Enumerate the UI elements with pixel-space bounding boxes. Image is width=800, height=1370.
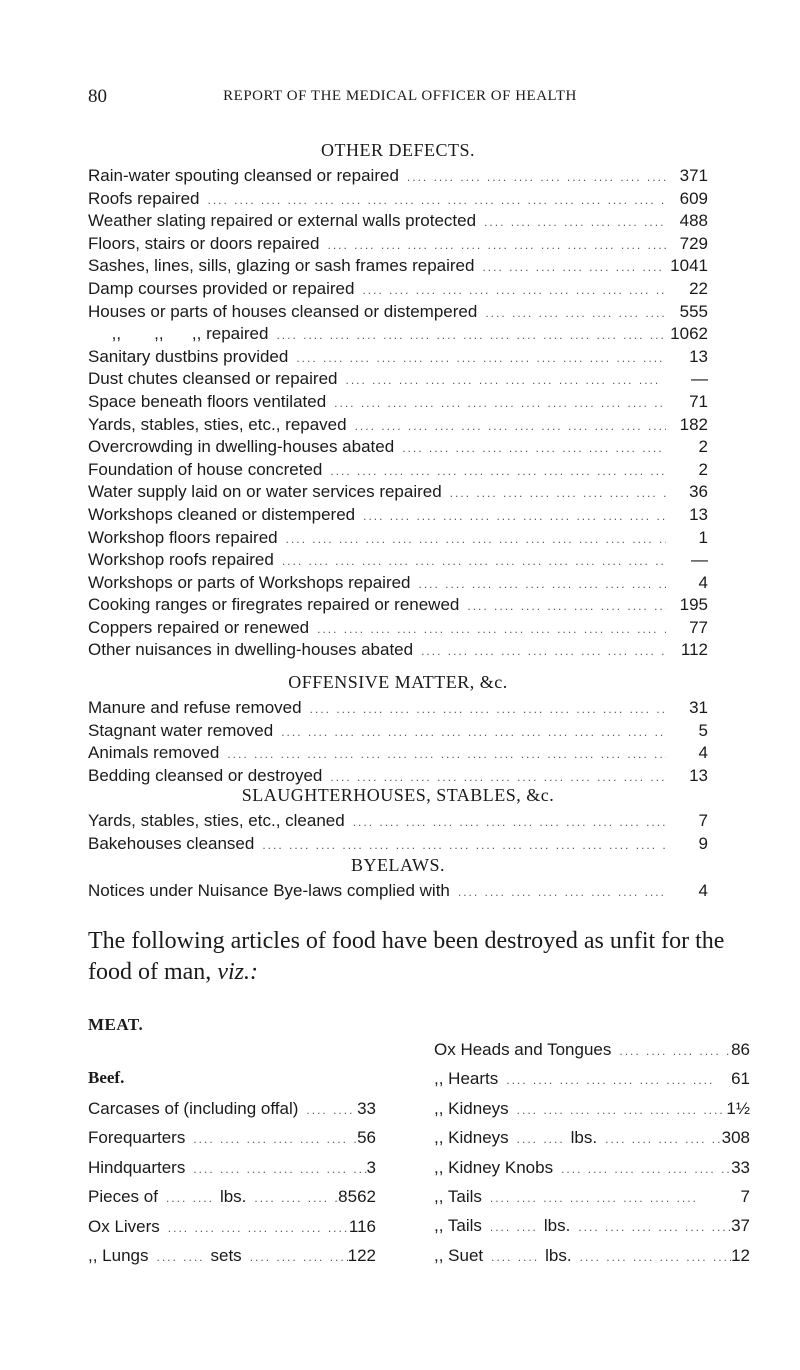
row-value: 4 xyxy=(698,743,708,763)
item-value: 1½ xyxy=(726,1098,750,1118)
dot-leader xyxy=(309,622,666,636)
table-row xyxy=(88,392,708,415)
row-label: Notices under Nuisance Bye-laws complied with xyxy=(88,881,450,900)
item-value: 3 xyxy=(366,1157,376,1177)
list-item xyxy=(434,1246,750,1275)
dot-leader xyxy=(254,838,666,852)
dot-leader xyxy=(185,1132,357,1146)
row-label: Bedding cleansed or destroyed xyxy=(88,765,323,785)
dot-leader xyxy=(347,419,666,433)
item-value: 33 xyxy=(357,1099,376,1118)
list-item xyxy=(88,1128,376,1157)
row-value: 13 xyxy=(689,504,708,524)
row-value: 77 xyxy=(689,617,708,637)
dot-leader xyxy=(354,283,666,297)
table-row xyxy=(88,324,708,347)
row-label: Coppers repaired or renewed xyxy=(88,617,310,637)
row-label: Weather slating repaired or external walls protected xyxy=(88,211,477,231)
dot-leader xyxy=(185,1162,366,1176)
table-row xyxy=(88,437,708,460)
item-value: 12 xyxy=(731,1245,750,1265)
item-value: 308 xyxy=(721,1128,750,1148)
table-row xyxy=(88,302,708,325)
row-label: Roofs repaired xyxy=(88,188,200,208)
row-label: Cooking ranges or firegrates repaired or renewed xyxy=(88,595,460,615)
list-item xyxy=(88,1158,376,1187)
dot-leader xyxy=(219,747,666,761)
item-label: Hindquarters xyxy=(88,1157,186,1177)
table-row xyxy=(88,505,708,528)
section-title: OTHER DEFECTS. xyxy=(320,140,475,160)
section-title: BYELAWS. xyxy=(350,855,446,875)
list-item xyxy=(434,1128,750,1157)
dot-leader xyxy=(273,725,666,739)
dot-leader xyxy=(482,1220,536,1234)
list-item xyxy=(88,1217,376,1246)
table-row xyxy=(88,482,708,505)
item-label: ,, Hearts xyxy=(434,1069,499,1089)
dot-leader xyxy=(246,1191,338,1205)
table-row xyxy=(88,279,708,302)
dot-leader xyxy=(274,554,666,568)
item-value: 37 xyxy=(731,1216,750,1236)
dot-leader xyxy=(160,1221,349,1235)
dot-leader xyxy=(570,1220,731,1234)
other-defects-section xyxy=(88,140,708,663)
item-label: ,, Kidneys xyxy=(434,1098,509,1118)
beef-items-list xyxy=(88,1099,376,1275)
list-item xyxy=(434,1069,750,1098)
dot-leader xyxy=(572,1250,731,1264)
row-label: Water supply laid on or water services repaired xyxy=(88,482,442,502)
food-intro-text: The following articles of food have been destroyed as unfit for the food of man, xyxy=(88,928,725,985)
row-value: 555 xyxy=(679,301,708,321)
dot-leader xyxy=(158,1191,212,1205)
row-value: 488 xyxy=(679,211,708,231)
row-label: Overcrowding in dwelling-houses abated xyxy=(88,437,395,457)
row-value: 2 xyxy=(698,437,708,457)
row-label: Workshops or parts of Workshops repaired xyxy=(88,572,411,592)
table-row xyxy=(88,234,708,257)
list-item xyxy=(88,1099,376,1128)
row-label: Floors, stairs or doors repaired xyxy=(88,233,320,253)
item-value: 8562 xyxy=(338,1187,376,1207)
dot-leader xyxy=(326,396,666,410)
dot-leader xyxy=(302,702,666,716)
item-label: ,, Tails xyxy=(434,1216,482,1236)
row-label: Space beneath floors ventilated xyxy=(88,391,327,411)
row-value: 2 xyxy=(698,459,708,479)
item-label: Ox Heads and Tongues xyxy=(434,1040,612,1059)
row-label: Workshop roofs repaired xyxy=(88,550,274,570)
item-label: ,, Kidney Knobs xyxy=(434,1157,554,1177)
dot-leader xyxy=(345,815,666,829)
item-label: Ox Livers xyxy=(88,1216,160,1236)
row-value: 729 xyxy=(679,233,708,253)
table-row xyxy=(88,369,708,392)
dot-leader xyxy=(483,1250,537,1264)
dot-leader xyxy=(477,306,666,320)
item-label: ,, Tails xyxy=(434,1186,482,1206)
item-value: 7 xyxy=(740,1186,750,1206)
row-label: Yards, stables, sties, etc., cleaned xyxy=(88,811,345,830)
row-label: Other nuisances in dwelling-houses abated xyxy=(88,640,414,660)
item-label: Forequarters xyxy=(88,1128,186,1148)
table-row xyxy=(88,189,708,212)
list-item xyxy=(88,1246,376,1275)
row-label: Workshops cleaned or distempered xyxy=(88,504,356,524)
item-unit: lbs. xyxy=(543,1216,571,1236)
item-label: ,, Lungs xyxy=(88,1245,149,1265)
table-row xyxy=(88,256,708,279)
page-number: 80 xyxy=(88,86,107,107)
dot-leader xyxy=(450,885,666,899)
row-label: Workshop floors repaired xyxy=(88,527,278,547)
table-row xyxy=(88,881,708,904)
table-row xyxy=(88,415,708,438)
table-row xyxy=(88,618,708,641)
row-label: Stagnant water removed xyxy=(88,720,274,740)
row-value: — xyxy=(691,550,708,570)
row-label: Foundation of house concreted xyxy=(88,459,323,479)
row-value: 1041 xyxy=(670,256,708,276)
dot-leader xyxy=(149,1250,203,1264)
list-item xyxy=(434,1187,750,1216)
dot-leader xyxy=(268,328,666,342)
food-intro-viz: viz.: xyxy=(217,959,258,985)
row-value: 36 xyxy=(689,482,708,502)
row-value: 195 xyxy=(679,595,708,615)
row-label: Houses or parts of houses cleansed or distempered xyxy=(88,301,478,321)
row-label: Sashes, lines, sills, glazing or sash frames repaired xyxy=(88,256,475,276)
row-value: 182 xyxy=(679,414,708,434)
dot-leader xyxy=(597,1132,722,1146)
row-value: 4 xyxy=(698,881,708,900)
row-label: Bakehouses cleansed xyxy=(88,833,255,853)
dot-leader xyxy=(474,260,666,274)
dot-leader xyxy=(278,532,666,546)
item-label: ,, Suet xyxy=(434,1245,484,1265)
food-intro xyxy=(88,926,748,988)
item-label: Carcases of (including offal) xyxy=(88,1099,299,1118)
byelaws-section xyxy=(88,855,708,904)
dot-leader xyxy=(411,577,666,591)
dot-leader xyxy=(553,1162,731,1176)
row-value: 1 xyxy=(698,527,708,547)
list-item xyxy=(434,1216,750,1245)
ox-items-list xyxy=(434,1040,750,1275)
meat-heading: MEAT. xyxy=(88,1015,144,1034)
section-title: SLAUGHTERHOUSES, STABLES, &c. xyxy=(241,785,555,805)
dot-leader xyxy=(442,486,666,500)
row-value: 1062 xyxy=(670,324,708,344)
item-value: 86 xyxy=(731,1040,750,1059)
table-row xyxy=(88,347,708,370)
dot-leader xyxy=(200,193,666,207)
row-label: Manure and refuse removed xyxy=(88,698,302,717)
row-value: 13 xyxy=(689,765,708,785)
dot-leader xyxy=(476,215,666,229)
dot-leader xyxy=(413,644,666,658)
offensive-matter-section xyxy=(88,672,708,788)
dot-leader xyxy=(322,464,666,478)
slaughterhouses-list xyxy=(88,811,708,856)
table-row xyxy=(88,550,708,573)
dot-leader xyxy=(322,770,666,784)
row-value: 609 xyxy=(679,188,708,208)
dot-leader xyxy=(242,1250,348,1264)
table-row xyxy=(88,721,708,744)
row-label: Rain-water spouting cleansed or repaired xyxy=(88,166,399,185)
item-unit: sets xyxy=(210,1245,242,1265)
row-label: Sanitary dustbins provided xyxy=(88,346,289,366)
table-row xyxy=(88,640,708,663)
section-title: OFFENSIVE MATTER, &c. xyxy=(288,672,508,692)
row-value: 112 xyxy=(680,640,708,660)
row-value: — xyxy=(691,369,708,389)
dot-leader xyxy=(509,1103,727,1117)
table-row xyxy=(88,743,708,766)
table-row xyxy=(88,460,708,483)
table-row xyxy=(88,166,708,189)
list-item xyxy=(434,1099,750,1128)
dot-leader xyxy=(399,170,666,184)
item-value: 56 xyxy=(357,1128,376,1148)
row-value: 5 xyxy=(698,720,708,740)
beef-heading: Beef. xyxy=(88,1068,125,1087)
table-row xyxy=(88,834,708,857)
running-title: REPORT OF THE MEDICAL OFFICER OF HEALTH xyxy=(223,88,577,104)
row-label: Animals removed xyxy=(88,743,220,763)
item-unit: lbs. xyxy=(570,1128,598,1148)
item-label: ,, Kidneys xyxy=(434,1128,509,1148)
row-label: Yards, stables, sties, etc., repaved xyxy=(88,414,347,434)
dot-leader xyxy=(288,351,666,365)
item-value: 116 xyxy=(348,1216,376,1236)
offensive-matter-list xyxy=(88,698,708,788)
list-item xyxy=(434,1040,750,1069)
row-label: Dust chutes cleansed or repaired xyxy=(88,369,338,389)
item-unit: lbs. xyxy=(545,1245,572,1265)
item-label: Pieces of xyxy=(88,1187,158,1207)
table-row xyxy=(88,811,708,834)
dot-leader xyxy=(298,1103,357,1117)
dot-leader xyxy=(498,1073,731,1087)
byelaws-list xyxy=(88,881,708,904)
row-value: 13 xyxy=(689,346,708,366)
row-value: 22 xyxy=(689,278,708,298)
row-value: 4 xyxy=(698,572,708,592)
page-header xyxy=(88,86,712,110)
list-item xyxy=(434,1158,750,1187)
row-label: Damp courses provided or repaired xyxy=(88,278,355,298)
dot-leader xyxy=(319,238,666,252)
slaughterhouses-section xyxy=(88,785,708,856)
table-row xyxy=(88,573,708,596)
other-defects-list xyxy=(88,166,708,663)
item-unit: lbs. xyxy=(219,1187,247,1207)
item-value: 61 xyxy=(731,1069,750,1089)
table-row xyxy=(88,211,708,234)
dot-leader xyxy=(459,599,666,613)
row-value: 31 xyxy=(689,698,708,717)
dot-leader xyxy=(482,1191,741,1205)
dot-leader xyxy=(509,1132,563,1146)
table-row xyxy=(88,528,708,551)
row-value: 371 xyxy=(679,166,708,185)
table-row xyxy=(88,595,708,618)
row-value: 71 xyxy=(689,391,708,411)
dot-leader xyxy=(355,509,666,523)
dot-leader xyxy=(611,1044,731,1058)
item-value: 122 xyxy=(347,1245,376,1265)
list-item xyxy=(88,1187,376,1216)
dot-leader xyxy=(337,373,666,387)
row-label: ,, ,, ,, repaired xyxy=(88,324,269,344)
row-value: 9 xyxy=(698,833,708,853)
item-value: 33 xyxy=(731,1157,750,1177)
row-value: 7 xyxy=(698,811,708,830)
dot-leader xyxy=(394,441,666,455)
table-row xyxy=(88,698,708,721)
